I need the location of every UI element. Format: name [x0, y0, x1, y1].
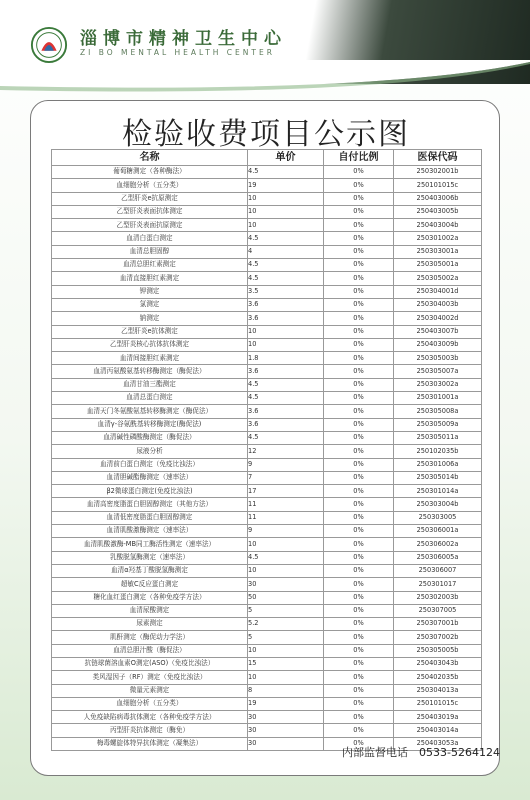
cell-price: 17	[248, 485, 324, 498]
cell-price: 10	[248, 538, 324, 551]
table-row	[52, 298, 482, 311]
cell-name: 血清肌酸激酶-MB同工酶活性测定（速率法）	[52, 538, 248, 551]
table-row	[52, 538, 482, 551]
cell-name: 乙型肝炎表面抗原测定	[52, 219, 248, 232]
page-title: 检验收费项目公示图	[122, 117, 410, 152]
cell-name: 乙型肝炎核心抗体抗体测定	[52, 338, 248, 351]
cell-ratio: 0%	[324, 697, 394, 710]
table-row	[52, 684, 482, 697]
cell-price: 30	[248, 737, 324, 750]
cell-price: 4.5	[248, 378, 324, 391]
cell-code: 250304003b	[394, 298, 482, 311]
cell-code: 250101015c	[394, 697, 482, 710]
cell-name: 乙型肝炎e抗原测定	[52, 192, 248, 205]
cell-price: 3.6	[248, 405, 324, 418]
cell-code: 250303001a	[394, 245, 482, 258]
cell-price: 3.6	[248, 298, 324, 311]
cell-name: 尿液分析	[52, 445, 248, 458]
cell-name: β2微球蛋白测定(免疫比浊法)	[52, 485, 248, 498]
table-row	[52, 232, 482, 245]
table-row	[52, 618, 482, 631]
cell-price: 10	[248, 644, 324, 657]
cell-price: 7	[248, 471, 324, 484]
table-row	[52, 604, 482, 617]
cell-name: 抗链球菌溶血素O测定(ASO)（免疫比浊法）	[52, 657, 248, 670]
cell-name: 血清间接胆红素测定	[52, 352, 248, 365]
cell-code: 250305009a	[394, 418, 482, 431]
cell-price: 11	[248, 498, 324, 511]
cell-price: 19	[248, 179, 324, 192]
cell-code: 250306002a	[394, 538, 482, 551]
cell-price: 10	[248, 564, 324, 577]
cell-ratio: 0%	[324, 511, 394, 524]
cell-name: 血清高密度脂蛋白胆固醇测定（其他方法）	[52, 498, 248, 511]
table-row	[52, 551, 482, 564]
table-row	[52, 205, 482, 218]
cell-code: 250304002d	[394, 312, 482, 325]
cell-code: 250305011a	[394, 431, 482, 444]
cell-name: 血清α羟基丁酸脱氢酶测定	[52, 564, 248, 577]
cell-price: 10	[248, 219, 324, 232]
column-header-name: 名称	[52, 150, 248, 166]
cell-code: 250303004b	[394, 498, 482, 511]
cell-code: 250301002a	[394, 232, 482, 245]
column-header-price: 单价	[248, 150, 324, 166]
table-row	[52, 365, 482, 378]
cell-ratio: 0%	[324, 644, 394, 657]
cell-ratio: 0%	[324, 219, 394, 232]
cell-name: 血清肌酸激酶测定（速率法）	[52, 525, 248, 538]
cell-ratio: 0%	[324, 392, 394, 405]
cell-name: 血清总蛋白测定	[52, 392, 248, 405]
cell-name: 血清直接胆红素测定	[52, 272, 248, 285]
cell-name: 血清甘油三酯测定	[52, 378, 248, 391]
cell-price: 10	[248, 671, 324, 684]
cell-price: 4.5	[248, 259, 324, 272]
cell-name: 钠测定	[52, 312, 248, 325]
cell-price: 3.6	[248, 312, 324, 325]
cell-price: 4	[248, 245, 324, 258]
table-row	[52, 219, 482, 232]
cell-code: 250301017	[394, 578, 482, 591]
cell-code: 250303002a	[394, 378, 482, 391]
table-row	[52, 405, 482, 418]
cell-ratio: 0%	[324, 205, 394, 218]
cell-ratio: 0%	[324, 724, 394, 737]
cell-code: 250305008a	[394, 405, 482, 418]
column-header-code: 医保代码	[394, 150, 482, 166]
cell-ratio: 0%	[324, 272, 394, 285]
table-row	[52, 285, 482, 298]
cell-name: 葡萄糖测定（各种酶法）	[52, 166, 248, 179]
table-row	[52, 445, 482, 458]
cell-ratio: 0%	[324, 458, 394, 471]
cell-code: 250302001b	[394, 166, 482, 179]
cell-ratio: 0%	[324, 671, 394, 684]
cell-price: 5	[248, 631, 324, 644]
cell-ratio: 0%	[324, 578, 394, 591]
cell-code: 250306005a	[394, 551, 482, 564]
cell-code: 250305002a	[394, 272, 482, 285]
cell-code: 250402035b	[394, 671, 482, 684]
cell-name: 乙型肝炎表面抗体测定	[52, 205, 248, 218]
cell-name: 血清总胆固醇	[52, 245, 248, 258]
cell-code: 250302003b	[394, 591, 482, 604]
cell-price: 30	[248, 578, 324, 591]
cell-name: 丙型肝炎抗体测定（酶免）	[52, 724, 248, 737]
cell-ratio: 0%	[324, 604, 394, 617]
cell-ratio: 0%	[324, 657, 394, 670]
cell-price: 50	[248, 591, 324, 604]
cell-code: 250403014a	[394, 724, 482, 737]
cell-name: 血细胞分析（五分类）	[52, 179, 248, 192]
cell-price: 4.5	[248, 551, 324, 564]
table-row	[52, 511, 482, 524]
table-row	[52, 458, 482, 471]
cell-code: 250306007	[394, 564, 482, 577]
table-row	[52, 525, 482, 538]
org-name: 淄博市精神卫生中心	[80, 29, 287, 49]
cell-name: 类风湿因子（RF）测定（免疫比浊法）	[52, 671, 248, 684]
cell-price: 10	[248, 205, 324, 218]
cell-code: 250403006b	[394, 192, 482, 205]
table-row	[52, 378, 482, 391]
cell-code: 250303005	[394, 511, 482, 524]
cell-ratio: 0%	[324, 352, 394, 365]
hospital-logo-icon	[30, 26, 68, 64]
cell-code: 250307001b	[394, 618, 482, 631]
cell-ratio: 0%	[324, 471, 394, 484]
cell-ratio: 0%	[324, 312, 394, 325]
cell-price: 4.5	[248, 431, 324, 444]
fee-table	[51, 149, 482, 751]
cell-code: 250305014b	[394, 471, 482, 484]
table-row	[52, 166, 482, 179]
cell-price: 10	[248, 338, 324, 351]
cell-code: 250403019a	[394, 711, 482, 724]
cell-code: 250304013a	[394, 684, 482, 697]
cell-price: 5.2	[248, 618, 324, 631]
cell-price: 5	[248, 604, 324, 617]
cell-ratio: 0%	[324, 445, 394, 458]
cell-price: 3.6	[248, 365, 324, 378]
table-row	[52, 564, 482, 577]
cell-name: 血清尿酸测定	[52, 604, 248, 617]
cell-ratio: 0%	[324, 179, 394, 192]
cell-code: 250301006a	[394, 458, 482, 471]
page-header	[0, 0, 530, 84]
table-row	[52, 352, 482, 365]
cell-name: 血清总胆汁酸（酶促法）	[52, 644, 248, 657]
table-row	[52, 471, 482, 484]
table-row	[52, 724, 482, 737]
table-row	[52, 312, 482, 325]
header-curve-decoration	[0, 60, 530, 100]
cell-ratio: 0%	[324, 365, 394, 378]
cell-code: 250305001a	[394, 259, 482, 272]
cell-name: 血清γ-谷氨酰基转移酶测定(酶促法)	[52, 418, 248, 431]
table-row	[52, 272, 482, 285]
cell-code: 250307002b	[394, 631, 482, 644]
cell-ratio: 0%	[324, 711, 394, 724]
table-row	[52, 697, 482, 710]
cell-name: 乙型肝炎e抗体测定	[52, 325, 248, 338]
cell-name: 血清碱性磷酸酶测定（酶促法）	[52, 431, 248, 444]
cell-ratio: 0%	[324, 631, 394, 644]
cell-ratio: 0%	[324, 564, 394, 577]
cell-name: 血清天门冬氨酸氨基转移酶测定（酶促法）	[52, 405, 248, 418]
cell-name: 肌酐测定（酶促动力学法）	[52, 631, 248, 644]
table-row	[52, 418, 482, 431]
cell-name: 微量元素测定	[52, 684, 248, 697]
cell-price: 4.5	[248, 232, 324, 245]
cell-price: 10	[248, 192, 324, 205]
cell-ratio: 0%	[324, 618, 394, 631]
table-row	[52, 192, 482, 205]
cell-name: 血清白蛋白测定	[52, 232, 248, 245]
table-row	[52, 711, 482, 724]
cell-ratio: 0%	[324, 684, 394, 697]
table-row	[52, 578, 482, 591]
cell-ratio: 0%	[324, 498, 394, 511]
cell-price: 9	[248, 458, 324, 471]
table-row	[52, 179, 482, 192]
fee-notice-panel	[30, 100, 500, 776]
cell-name: 血清低密度脂蛋白胆固醇测定	[52, 511, 248, 524]
cell-ratio: 0%	[324, 325, 394, 338]
cell-price: 1.8	[248, 352, 324, 365]
cell-name: 糖化血红蛋白测定（各种免疫学方法）	[52, 591, 248, 604]
cell-ratio: 0%	[324, 298, 394, 311]
table-row	[52, 338, 482, 351]
table-row	[52, 591, 482, 604]
cell-code: 250305005b	[394, 644, 482, 657]
cell-price: 15	[248, 657, 324, 670]
cell-name: 血清胆碱酯酶测定（速率法）	[52, 471, 248, 484]
cell-name: 血清前白蛋白测定（免疫比浊法）	[52, 458, 248, 471]
cell-name: 氯测定	[52, 298, 248, 311]
column-header-ratio: 自付比例	[324, 150, 394, 166]
cell-code: 250305003b	[394, 352, 482, 365]
cell-ratio: 0%	[324, 232, 394, 245]
org-name-english: ZI BO MENTAL HEALTH CENTER	[80, 48, 275, 57]
cell-ratio: 0%	[324, 285, 394, 298]
cell-name: 尿素测定	[52, 618, 248, 631]
table-row	[52, 671, 482, 684]
cell-name: 梅毒螺旋体特异抗体测定（凝集法）	[52, 737, 248, 750]
cell-ratio: 0%	[324, 338, 394, 351]
cell-ratio: 0%	[324, 538, 394, 551]
cell-name: 乳酸脱氢酶测定（速率法）	[52, 551, 248, 564]
table-header-row	[52, 150, 482, 166]
cell-ratio: 0%	[324, 418, 394, 431]
cell-price: 8	[248, 684, 324, 697]
cell-price: 9	[248, 525, 324, 538]
table-row	[52, 498, 482, 511]
cell-code: 250403053a	[394, 737, 482, 750]
cell-price: 30	[248, 711, 324, 724]
cell-ratio: 0%	[324, 737, 394, 750]
cell-ratio: 0%	[324, 166, 394, 179]
cell-ratio: 0%	[324, 259, 394, 272]
cell-name: 钾测定	[52, 285, 248, 298]
cell-code: 250403007b	[394, 325, 482, 338]
supervision-hotline: 内部监督电话 0533-5264124	[342, 746, 500, 759]
cell-code: 250307005	[394, 604, 482, 617]
cell-price: 12	[248, 445, 324, 458]
table-row	[52, 485, 482, 498]
cell-ratio: 0%	[324, 192, 394, 205]
cell-code: 250301014a	[394, 485, 482, 498]
cell-price: 4.5	[248, 166, 324, 179]
cell-ratio: 0%	[324, 378, 394, 391]
cell-price: 11	[248, 511, 324, 524]
table-row	[52, 431, 482, 444]
table-row	[52, 245, 482, 258]
cell-ratio: 0%	[324, 525, 394, 538]
cell-price: 10	[248, 325, 324, 338]
cell-name: 超敏C反应蛋白测定	[52, 578, 248, 591]
cell-price: 4.5	[248, 272, 324, 285]
cell-code: 250306001a	[394, 525, 482, 538]
cell-ratio: 0%	[324, 485, 394, 498]
table-row	[52, 631, 482, 644]
cell-code: 250403005b	[394, 205, 482, 218]
cell-name: 人免疫缺陷病毒抗体测定（各种免疫学方法）	[52, 711, 248, 724]
cell-price: 30	[248, 724, 324, 737]
cell-name: 血清丙氨酸氨基转移酶测定（酶促法）	[52, 365, 248, 378]
table-row	[52, 325, 482, 338]
cell-ratio: 0%	[324, 245, 394, 258]
cell-name: 血细胞分析（五分类）	[52, 697, 248, 710]
cell-ratio: 0%	[324, 405, 394, 418]
cell-code: 250403009b	[394, 338, 482, 351]
cell-name: 血清总胆红素测定	[52, 259, 248, 272]
fee-table-body	[52, 166, 482, 751]
cell-ratio: 0%	[324, 551, 394, 564]
table-row	[52, 657, 482, 670]
cell-price: 3.6	[248, 418, 324, 431]
cell-ratio: 0%	[324, 431, 394, 444]
cell-code: 250403004b	[394, 219, 482, 232]
cell-code: 250301001a	[394, 392, 482, 405]
table-row	[52, 259, 482, 272]
cell-code: 250101015c	[394, 179, 482, 192]
cell-code: 250304001d	[394, 285, 482, 298]
cell-code: 250305007a	[394, 365, 482, 378]
cell-code: 250102035b	[394, 445, 482, 458]
table-row	[52, 644, 482, 657]
cell-price: 4.5	[248, 392, 324, 405]
cell-code: 250403043b	[394, 657, 482, 670]
cell-ratio: 0%	[324, 591, 394, 604]
cell-price: 3.5	[248, 285, 324, 298]
cell-price: 19	[248, 697, 324, 710]
table-row	[52, 392, 482, 405]
